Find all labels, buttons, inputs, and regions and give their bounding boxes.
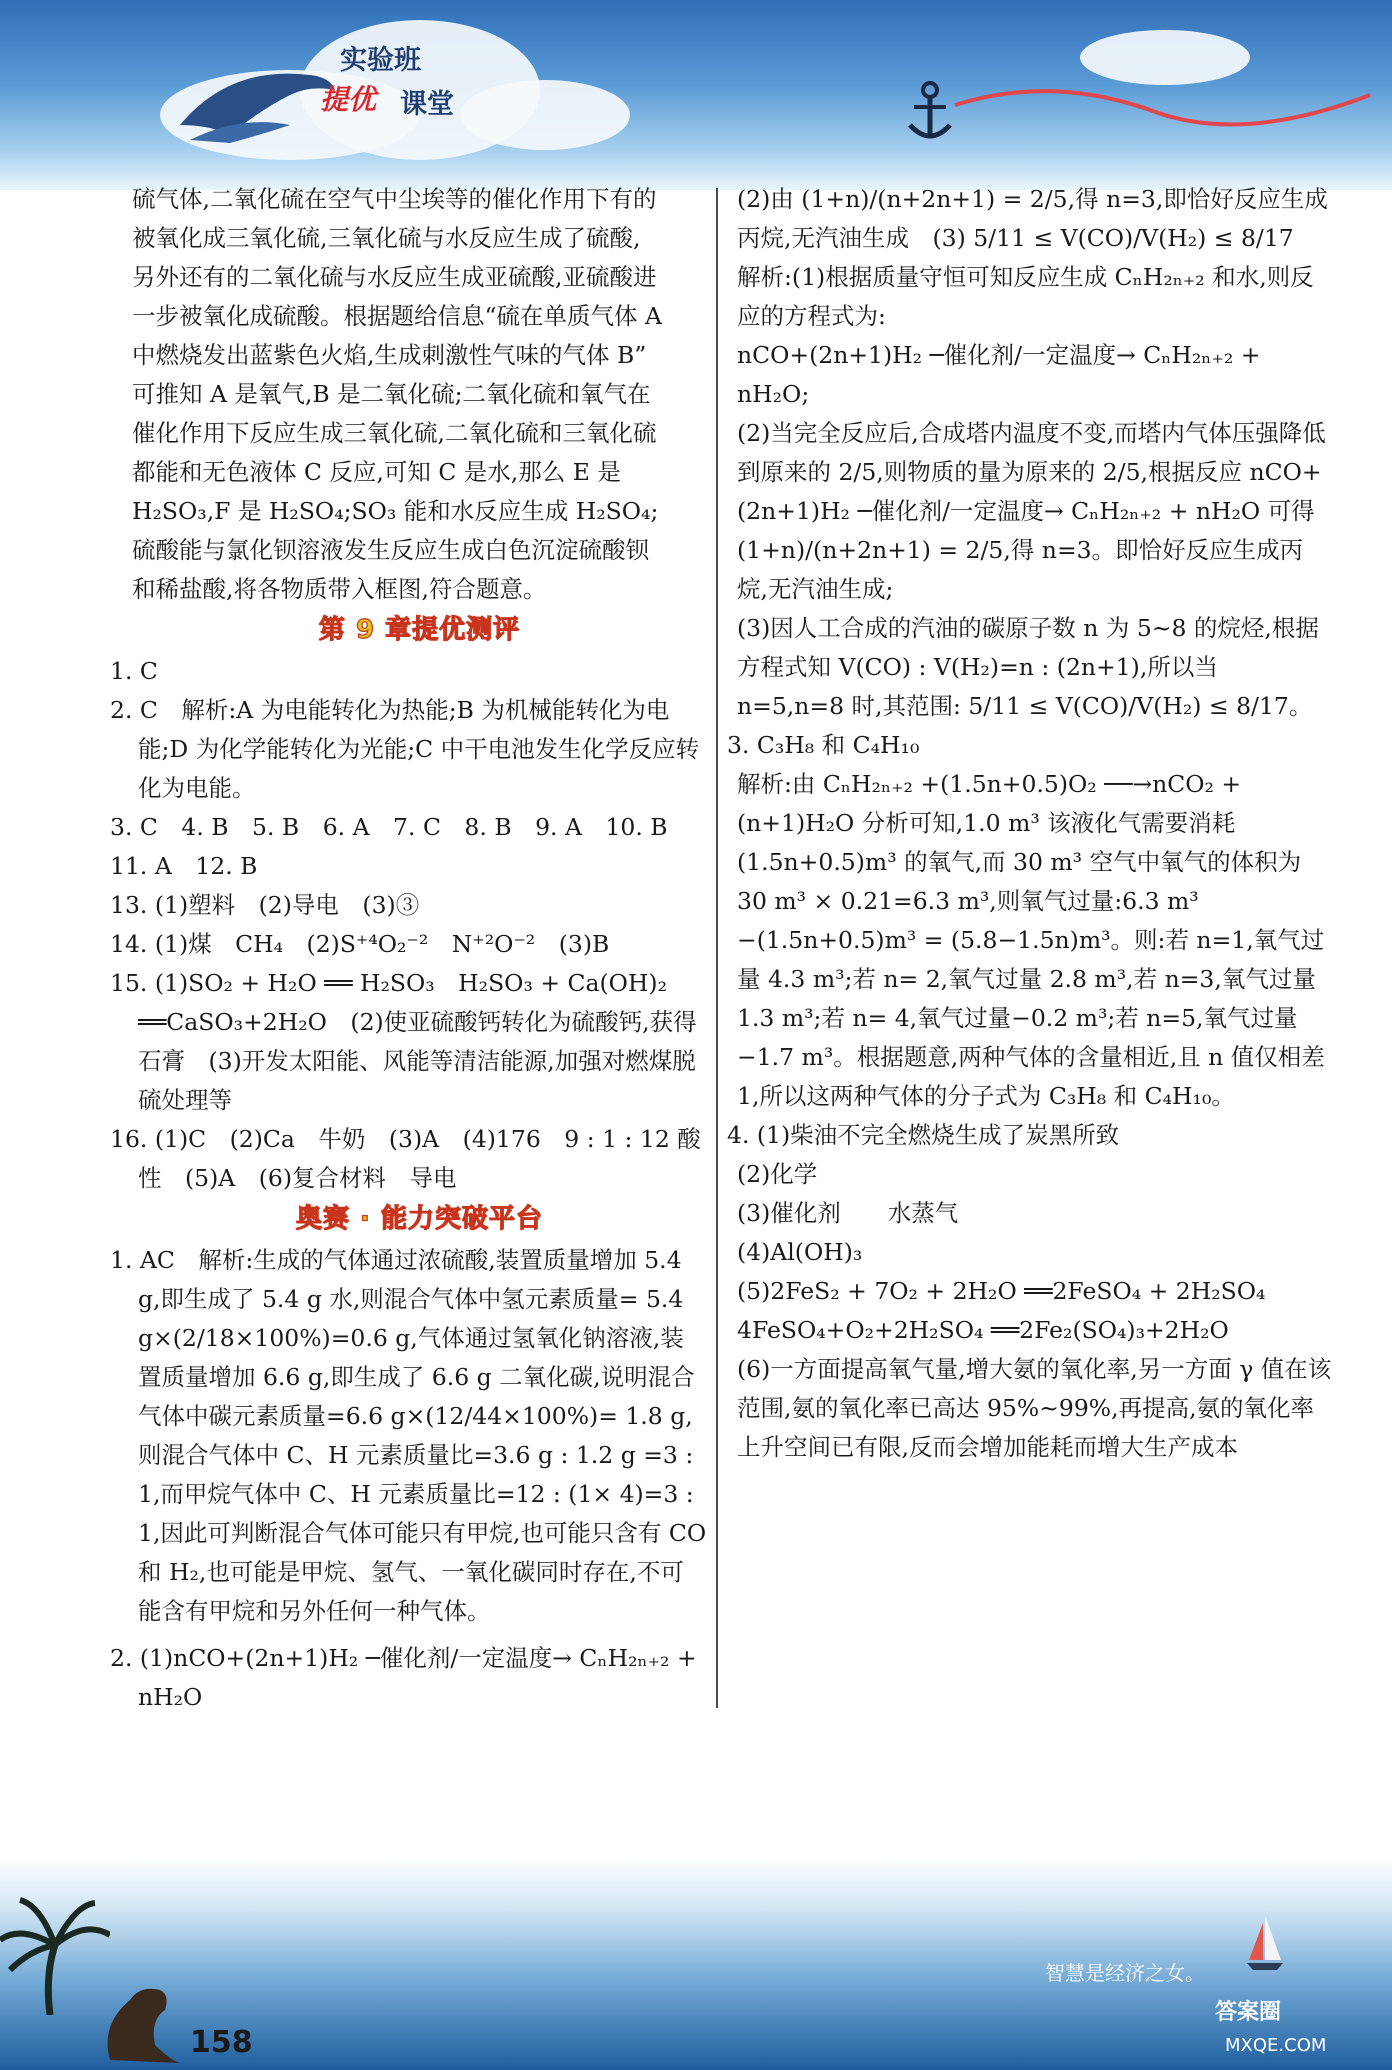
answer-item: (6)一方面提高氧气量,增大氨的氧化率,另一方面 γ 值在该范围,氨的氧化率已高达 95%~99%,再提高,氨的氧化率上升空间已有限,反而会增加能耗而增大生产成本 (737, 1355, 1332, 1461)
text-line: 一步被氧化成硫酸。根据题给信息“硫在单质气体 A (132, 302, 662, 330)
left-column (110, 180, 707, 1717)
text-line: 中燃烧发出蓝紫色火焰,生成刺激性气味的气体 B” (132, 341, 647, 369)
answer-item: 3. C 4. B 5. B 6. A 7. C 8. B 9. A 10. B (110, 813, 668, 841)
brand-top-text: 实验班 (340, 45, 421, 76)
answer-item: 2. (1)nCO+(2n+1)H₂ ─催化剂/一定温度→ CₙH₂ₙ₊₂ + nH₂O (110, 1644, 697, 1711)
answer-item: 11. A 12. B (110, 852, 258, 880)
text-line: 另外还有的二氧化硫与水反应生成亚硫酸,亚硫酸进 (132, 263, 657, 291)
footer-motto: 智慧是经济之女。 (1045, 1961, 1205, 1985)
text-line: 可推知 A 是氧气,B 是二氧化硫;二氧化硫和氧气在 (132, 380, 651, 408)
equation-line: nCO+(2n+1)H₂ ─催化剂/一定温度→ CₙH₂ₙ₊₂ + nH₂O; (737, 341, 1261, 408)
answer-item: 15. (1)SO₂ + H₂O ══ H₂SO₃ H₂SO₃ + Ca(OH)₂ ══CaSO₃+2H₂O (2)使亚硫酸钙转化为硫酸钙,获得石膏 (3)开发太阳能、风能等清洁能源,加强对燃煤脱硫处理等 (110, 969, 697, 1114)
answer-item: (3)催化剂 水蒸气 (737, 1199, 959, 1227)
answer-item: 14. (1)煤 CH₄ (2)S⁺⁴O₂⁻² N⁺²O⁻² (3)B (110, 930, 610, 958)
right-column (727, 180, 1332, 1467)
answer-item: 1. C (110, 657, 158, 685)
anchor-icon (900, 75, 1380, 155)
answer-item: (2)化学 (737, 1160, 818, 1188)
dolphin-icon (170, 55, 340, 145)
answer-item: (3)因人工合成的汽油的碳原子数 n 为 5~8 的烷烃,根据方程式知 V(CO) : V(H₂)=n : (2n+1),所以当 n=5,n=8 时,其范围: 5/11 ≤ V(CO)/V(H₂) ≤ 8/17。 (737, 614, 1319, 720)
answer-item: (2)当完全反应后,合成塔内温度不变,而塔内气体压强降低到原来的 2/5,则物质的量为原来的 2/5,根据反应 nCO+(2n+1)H₂ ─催化剂/一定温度→ CₙH₂ₙ₊₂ + nH₂O 可得 (1+n)/(n+2n+1) = 2/5,得 n=3。即恰好反应生成丙烷,无汽油生成; (737, 419, 1326, 603)
text-line: 硫气体,二氧化硫在空气中尘埃等的催化作用下有的 (132, 185, 657, 213)
watermark-text: 答案圈 (1215, 2000, 1282, 2025)
page-number: 158 (190, 2025, 253, 2060)
answer-item: (2)由 (1+n)/(n+2n+1) = 2/5,得 n=3,即恰好反应生成丙烷,无汽油生成 (3) 5/11 ≤ V(CO)/V(H₂) ≤ 8/17 (737, 185, 1328, 252)
text-line: 被氧化成三氧化硫,三氧化硫与水反应生成了硫酸, (132, 224, 641, 252)
answer-item: 解析:由 CₙH₂ₙ₊₂ +(1.5n+0.5)O₂ ──→nCO₂ +(n+1)H₂O 分析可知,1.0 m³ 该液化气需要消耗(1.5n+0.5)m³ 的氧气,而 30 m³ 空气中氧气的体积为 30 m³ × 0.21=6.3 m³,则氧气过量:6.3 m³ −(1.5n+0.5)m³ = (5.8−1.5n)m³。则:若 n=1,氧气过量 4.3 m³;若 n= 2,氧气过量 2.8 m³,若 n=3,氧气过量 1.3 m³;若 n= 4,氧气过量−0.2 m³;若 n=5,氧气过量−1.7 m³。根据题意,两种气体的含量相近,且 n 值仅相差 1,所以这两种气体的分子式为 C₃H₈ 和 C₄H₁₀。 (737, 770, 1325, 1110)
answer-item: 解析:(1)根据质量守恒可知反应生成 CₙH₂ₙ₊₂ 和水,则反应的方程式为: (737, 263, 1314, 330)
series-logo (320, 38, 490, 133)
page-header (0, 0, 1392, 190)
section-title-chapter9: 第 9 章提优测评 (318, 615, 521, 645)
brand-right-text: 课堂 (400, 89, 454, 120)
brand-left-text: 提优 (320, 83, 377, 116)
answer-item: 1. AC 解析:生成的气体通过浓硫酸,装置质量增加 5.4 g,即生成了 5.4 g 水,则混合气体中氢元素质量= 5.4 g×(2/18×100%)=0.6 g,气体通过氢氧化钠溶液,装置质量增加 6.6 g,即生成了 6.6 g 二氧化碳,说明混合气体中碳元素质量=6.6 g×(12/44×100%)= 1.8 g,则混合气体中 C、H 元素质量比=3.6 g : 1.2 g =3 : 1,而甲烷气体中 C、H 元素质量比=12 : (1× 4)=3 : 1,因此可判断混合气体可能只有甲烷,也可能只含有 CO 和 H₂,也可能是甲烷、氢气、一氧化碳同时存在,不可能含有甲烷和另外任何一种气体。 (110, 1246, 707, 1625)
answer-item: (4)Al(OH)₃ (737, 1238, 863, 1266)
page-footer (0, 1855, 1392, 2070)
answer-item: 2. C 解析:A 为电能转化为热能;B 为机械能转化为电能;D 为化学能转化为光能;C 中干电池发生化学反应转化为电能。 (110, 696, 700, 802)
sea-lion-icon (80, 1965, 190, 2065)
text-line: 硫酸能与氯化钡溶液发生反应生成白色沉淀硫酸钡 (132, 536, 649, 564)
text-line: 催化作用下反应生成三氧化硫,二氧化硫和三氧化硫 (132, 419, 657, 447)
section-title-olympiad: 奥赛 · 能力突破平台 (296, 1204, 543, 1234)
sailboat-icon (1245, 1915, 1285, 1970)
answer-item: 4. (1)柴油不完全燃烧生成了炭黑所致 (727, 1121, 1120, 1149)
text-line: 和稀盐酸,将各物质带入框图,符合题意。 (132, 575, 547, 603)
answer-item: 3. C₃H₈ 和 C₄H₁₀ (727, 731, 920, 759)
answer-item: (5)2FeS₂ + 7O₂ + 2H₂O ══2FeSO₄ + 2H₂SO₄ 4FeSO₄+O₂+2H₂SO₄ ══2Fe₂(SO₄)₃+2H₂O (737, 1277, 1289, 1344)
column-divider (716, 188, 718, 1708)
answer-item: 13. (1)塑料 (2)导电 (3)③ (110, 891, 420, 919)
intro-paragraph (132, 180, 707, 609)
text-line: 都能和无色液体 C 反应,可知 C 是水,那么 E 是 (132, 458, 621, 486)
answer-item: 16. (1)C (2)Ca 牛奶 (3)A (4)176 9 : 1 : 12 酸性 (5)A (6)复合材料 导电 (110, 1125, 701, 1192)
watermark-url: MXQE.COM (1225, 2035, 1327, 2056)
text-line: H₂SO₃,F 是 H₂SO₄;SO₃ 能和水反应生成 H₂SO₄; (132, 497, 659, 525)
